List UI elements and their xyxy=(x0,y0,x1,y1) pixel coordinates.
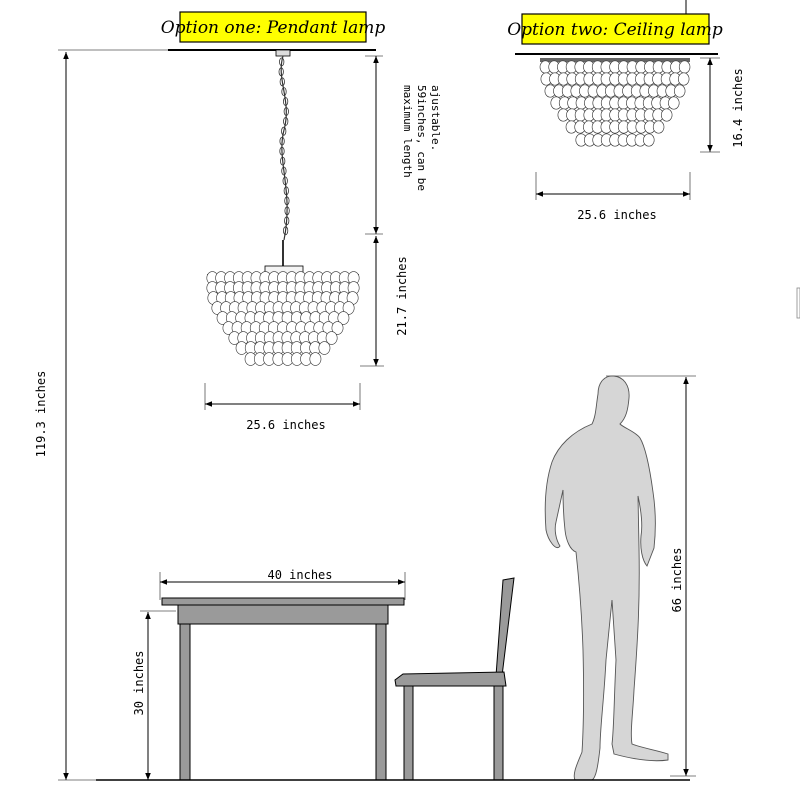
ceiling-height-label: 16.4 inches xyxy=(731,68,745,148)
dining-table xyxy=(162,598,404,780)
chair-leg-front xyxy=(404,686,413,780)
table-leg-left xyxy=(180,624,190,780)
chair xyxy=(395,578,514,780)
ceiling-width-label: 25.6 inches xyxy=(577,208,657,222)
ceiling-height-dimension xyxy=(700,58,745,152)
pendant-width-label: 25.6 inches xyxy=(246,418,326,432)
option-two-label-text: Option two: Ceiling lamp xyxy=(507,20,723,40)
table-top xyxy=(162,598,404,605)
person-body xyxy=(545,376,668,780)
chain-dimension xyxy=(365,56,442,234)
crystal-bead xyxy=(319,342,330,355)
crystal-bead xyxy=(674,85,685,97)
option-one-label xyxy=(161,12,386,42)
table-leg-right xyxy=(376,624,386,780)
chair-back xyxy=(496,578,514,676)
chain-note-line-3: ajustable. xyxy=(429,85,442,152)
ceiling-lamp xyxy=(540,58,690,146)
person-height-label: 66 inches xyxy=(670,547,684,613)
chair-seat xyxy=(395,672,506,686)
pendant-width-dimension xyxy=(205,383,360,432)
crystal-bead xyxy=(679,61,690,73)
chain-note-line-2: 59inches, can be xyxy=(415,85,428,191)
crystal-bead xyxy=(678,73,689,85)
pendant-height-dimension xyxy=(360,236,409,366)
crystal-bead xyxy=(643,134,654,146)
chair-leg-back xyxy=(494,686,503,780)
option-one-label-text: Option one: Pendant lamp xyxy=(160,18,386,38)
table-height-label: 30 inches xyxy=(132,650,146,716)
table-apron xyxy=(178,605,388,624)
option-two-label xyxy=(507,14,723,44)
total-height-label: 119.3 inches xyxy=(34,370,48,458)
crystal-bead xyxy=(668,97,679,109)
table-height-dimension xyxy=(132,611,176,780)
pendant-lamp xyxy=(207,272,359,366)
chain-note-line-1: maximum length xyxy=(401,85,414,178)
chain-links xyxy=(279,58,289,235)
person-silhouette xyxy=(545,376,668,780)
table-width-dimension xyxy=(160,568,405,600)
table-width-label: 40 inches xyxy=(267,568,333,582)
crystal-bead xyxy=(661,109,672,121)
pendant-height-label: 21.7 inches xyxy=(395,256,409,336)
ceiling-width-dimension xyxy=(536,172,690,222)
pendant-chain xyxy=(265,50,303,276)
crystal-bead xyxy=(310,353,321,366)
ceiling-canopy xyxy=(276,50,290,56)
crystal-bead xyxy=(653,121,664,133)
